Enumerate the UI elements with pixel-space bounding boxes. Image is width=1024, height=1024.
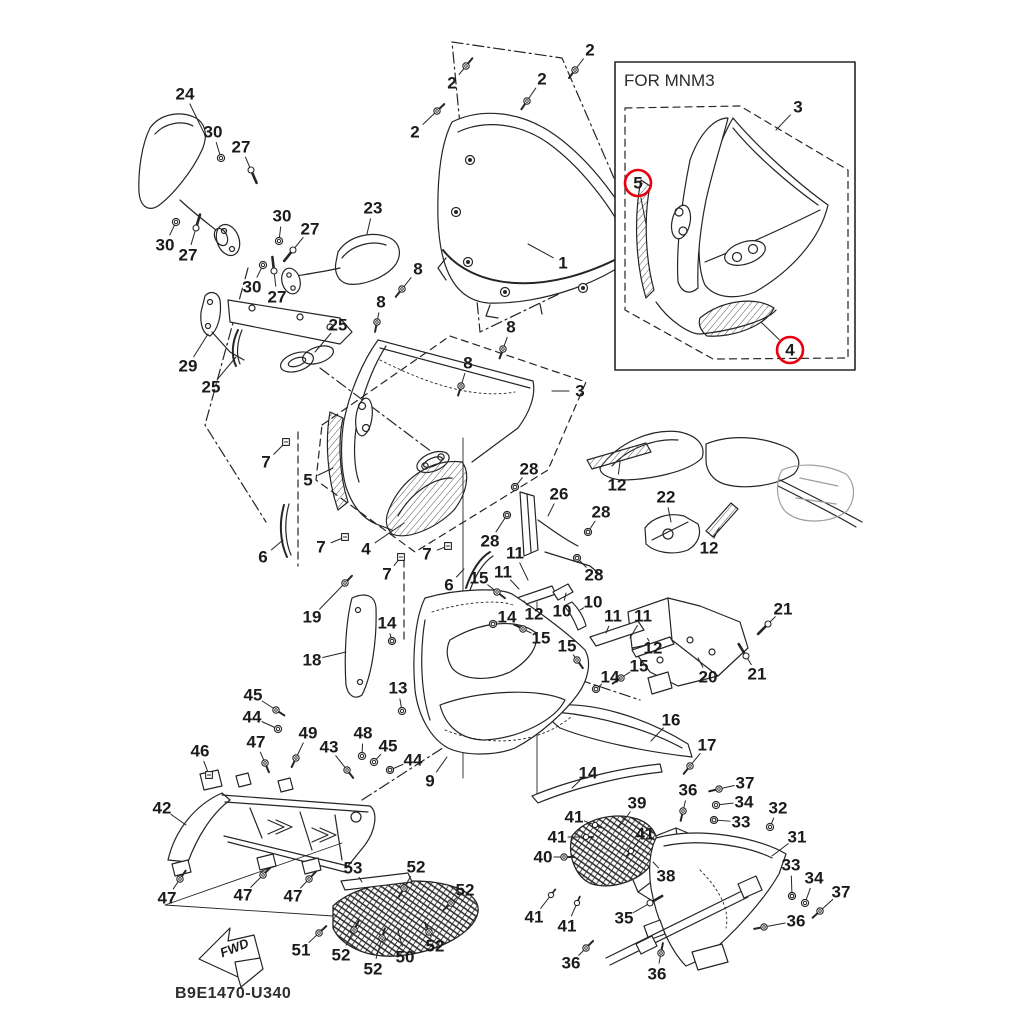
part-callout-number: 46 <box>190 741 210 761</box>
part-callout-number: 14 <box>600 667 620 687</box>
part-callout-number: 29 <box>178 356 198 376</box>
callout-30-10 <box>273 207 292 245</box>
callout-48-66 <box>354 724 373 760</box>
part-callout-number: 3 <box>575 381 585 401</box>
callout-47-76 <box>284 872 316 906</box>
leader-line <box>171 814 186 825</box>
part-callout-number: 31 <box>787 827 807 847</box>
part-callout-number: 21 <box>747 664 767 684</box>
callout-5-24 <box>303 468 333 490</box>
screw-fastener-glyph <box>813 908 824 918</box>
part-callout-number: 21 <box>773 599 793 619</box>
part-callout-number: 37 <box>831 882 851 902</box>
part-callout-number: 11 <box>506 543 524 563</box>
collar-fastener-glyph <box>573 554 580 561</box>
callout-41-93 <box>558 897 580 936</box>
part-callout-number: 28 <box>584 565 604 585</box>
callout-25-18 <box>202 357 236 397</box>
callout-2-6 <box>410 104 444 141</box>
part-number-code: B9E1470-U340 <box>175 985 292 1002</box>
nut-fastener-glyph <box>398 707 405 714</box>
callout-3-22 <box>552 382 585 401</box>
part-callout-number: 45 <box>243 685 263 705</box>
part-callout-number: 41 <box>564 807 584 827</box>
callout-51-81 <box>292 926 327 959</box>
part-callout-number: 5 <box>303 470 313 490</box>
screw-fastener-glyph <box>583 941 593 951</box>
part-callout-number: 47 <box>157 888 177 908</box>
collar-fastener-glyph <box>710 816 717 823</box>
part-callout-number: 7 <box>316 537 326 557</box>
screw-fastener-glyph <box>262 760 269 772</box>
callout-7-28 <box>382 554 404 584</box>
part-callout-number: 12 <box>643 638 663 658</box>
part-callout-number: 15 <box>469 568 489 588</box>
callout-12-40 <box>524 601 543 624</box>
screw-fastener-glyph <box>680 808 686 821</box>
nut-fastener-glyph <box>274 725 281 732</box>
bolt-fastener-glyph <box>758 621 771 634</box>
part-callout-number: 7 <box>422 544 432 564</box>
part-callout-number: 23 <box>363 198 383 218</box>
part-callout-number: 50 <box>395 947 415 967</box>
screw-fastener-glyph <box>344 767 353 778</box>
callout-33-99 <box>710 813 750 832</box>
pin-fastener-glyph <box>548 889 555 897</box>
part-callout-number: 3 <box>793 97 803 117</box>
part-callout-number: 33 <box>781 855 801 875</box>
part-callout-number: 14 <box>497 607 517 627</box>
callout-30-12 <box>243 261 267 296</box>
nut-fastener-glyph <box>217 154 224 161</box>
part-callout-number: 25 <box>201 377 221 397</box>
callout-33-102 <box>782 856 801 900</box>
screw-fastener-glyph <box>684 763 693 774</box>
leader-line <box>218 357 236 379</box>
callout-13-59 <box>389 679 408 715</box>
part-callout-number: 43 <box>319 737 339 757</box>
screw-fastener-glyph <box>569 67 578 78</box>
part-callout-number: 8 <box>376 292 386 312</box>
part-callout-number: 27 <box>178 245 198 265</box>
part-callout-number: 41 <box>524 907 544 927</box>
part-callout-number: 14 <box>578 763 598 783</box>
screw-fastener-glyph <box>342 576 352 586</box>
part-callout-number: 2 <box>410 122 420 142</box>
nut-fastener-glyph <box>172 218 179 225</box>
screw-fastener-glyph <box>709 786 722 792</box>
part-callout-number: 12 <box>607 475 627 495</box>
callout-11-37 <box>494 563 519 590</box>
callout-23-7 <box>364 199 383 235</box>
collar-fastener-glyph <box>388 637 395 644</box>
part-callout-number: 13 <box>388 678 408 698</box>
part-callout-number: 52 <box>331 945 351 965</box>
leader-line <box>520 563 528 580</box>
callout-36-105 <box>754 912 805 931</box>
callout-31-101 <box>772 828 806 857</box>
screw-fastener-glyph <box>521 98 530 109</box>
callout-47-73 <box>247 733 269 773</box>
collar-fastener-glyph <box>788 892 795 899</box>
part-callout-number: 44 <box>403 750 423 770</box>
part-callout-number: 26 <box>549 484 569 504</box>
callout-18-57 <box>303 651 346 670</box>
part-callout-number: 12 <box>699 538 719 558</box>
screw-fastener-glyph <box>292 755 300 767</box>
collar-fastener-glyph <box>592 685 599 692</box>
part-callout-number: 45 <box>378 736 398 756</box>
bolt-fastener-glyph <box>271 257 277 274</box>
callout-2-4 <box>521 70 546 110</box>
screw-fastener-glyph <box>374 319 380 332</box>
callout-28-31 <box>511 460 538 491</box>
collar-fastener-glyph <box>386 766 393 773</box>
callout-14-58 <box>378 614 397 645</box>
callout-2-3 <box>447 58 472 92</box>
duct-22-12-drawing <box>587 431 862 553</box>
part-callout-number: 49 <box>298 723 318 743</box>
callout-28-35 <box>573 554 603 584</box>
screw-fastener-glyph <box>458 383 464 396</box>
part-callout-number: 22 <box>656 487 676 507</box>
part-callout-number: 36 <box>647 964 667 984</box>
callout-40-88 <box>534 848 574 867</box>
part-callout-number: 10 <box>552 601 572 621</box>
nut-fastener-glyph <box>259 261 266 268</box>
nut-fastener-glyph <box>712 801 719 808</box>
callout-38-90 <box>653 862 675 886</box>
part-callout-number: 33 <box>731 812 751 832</box>
callout-42-70 <box>153 799 186 826</box>
callout-34-98 <box>712 793 754 812</box>
callout-43-65 <box>320 738 354 778</box>
part-callout-number: 11 <box>604 606 622 626</box>
part-callout-number: 4 <box>785 340 795 360</box>
collar-fastener-glyph <box>503 511 510 518</box>
collar-fastener-glyph <box>584 528 591 535</box>
part-callout-number: 30 <box>242 277 262 297</box>
callout-41-92 <box>525 889 556 926</box>
part-callout-number: 2 <box>447 73 457 93</box>
callout-8-20 <box>500 318 516 359</box>
fwd-arrow <box>199 928 263 987</box>
callout-9-60 <box>425 757 447 791</box>
part-callout-number: 16 <box>661 710 681 730</box>
part-callout-number: 34 <box>804 868 824 888</box>
callout-49-64 <box>292 724 318 768</box>
pin-fastener-glyph <box>574 897 579 906</box>
windshield-part-1-drawing <box>438 113 643 318</box>
callout-8-15 <box>396 260 423 297</box>
part-callout-number: 37 <box>735 773 755 793</box>
part-callout-number: 18 <box>302 650 322 670</box>
part-callout-number: 20 <box>698 667 718 687</box>
inset-box-for-mnm3 <box>615 62 855 370</box>
mirror-23-drawing <box>279 234 399 295</box>
part-callout-number: 47 <box>283 886 303 906</box>
part-callout-number: 28 <box>480 531 500 551</box>
callout-2-5 <box>569 41 595 79</box>
callout-27-9 <box>179 215 200 265</box>
blade-18-drawing <box>345 595 376 697</box>
screw-fastener-glyph <box>463 58 473 69</box>
part-callout-number: 41 <box>547 827 567 847</box>
callout-8-16 <box>374 293 386 332</box>
part-callout-number: 38 <box>656 866 676 886</box>
callout-21-54 <box>739 644 767 683</box>
clip-fastener-glyph <box>445 543 452 550</box>
part-callout-number: 8 <box>463 353 473 373</box>
part-callout-number: 7 <box>382 564 392 584</box>
callout-37-97 <box>709 774 754 793</box>
part-callout-number: 40 <box>533 847 553 867</box>
callout-19-56 <box>303 576 352 627</box>
part-callout-number: 32 <box>768 798 788 818</box>
part-callout-number: 48 <box>353 723 373 743</box>
part-callout-number: 24 <box>175 84 195 104</box>
callout-7-23 <box>261 439 289 472</box>
screw-fastener-glyph <box>273 707 285 716</box>
callout-21-53 <box>758 600 792 634</box>
part-callout-number: 6 <box>444 575 454 595</box>
callout-34-103 <box>801 869 824 907</box>
bolt-fastener-glyph <box>284 247 296 261</box>
part-callout-number: 47 <box>233 885 253 905</box>
part-callout-number: 25 <box>328 315 348 335</box>
part-callout-number: 30 <box>155 235 175 255</box>
part-callout-number: 5 <box>633 173 643 193</box>
part-callout-number: 53 <box>343 858 363 878</box>
collar-fastener-glyph <box>489 620 496 627</box>
leader-line <box>436 757 447 772</box>
callout-41-86 <box>565 808 602 828</box>
part-callout-number: 41 <box>635 824 655 844</box>
screw-fastener-glyph <box>500 346 507 359</box>
part-callout-number: 28 <box>591 502 611 522</box>
part-callout-number: 42 <box>152 798 172 818</box>
part-callout-number: 6 <box>258 547 268 567</box>
callout-37-104 <box>813 883 851 918</box>
callout-29-17 <box>179 334 208 376</box>
callout-32-100 <box>766 799 787 831</box>
part-callout-number: 2 <box>537 69 547 89</box>
screw-fastener-glyph <box>396 286 405 297</box>
part-callout-number: 15 <box>557 636 577 656</box>
leader-line <box>367 219 371 234</box>
callout-28-33 <box>584 503 610 536</box>
part-callout-number: 36 <box>786 911 806 931</box>
nut-fastener-glyph <box>275 237 282 244</box>
part-callout-number: 12 <box>524 604 544 624</box>
part-callout-number: 27 <box>231 137 251 157</box>
bolt-fastener-glyph <box>193 215 200 231</box>
callout-46-69 <box>191 742 213 779</box>
callout-53-77 <box>344 859 363 883</box>
callout-27-11 <box>284 220 319 261</box>
callout-47-75 <box>234 868 271 905</box>
part-callout-number: 52 <box>363 959 383 979</box>
screw-fastener-glyph <box>658 943 664 956</box>
callout-12-47 <box>644 638 663 657</box>
part-callout-number: 14 <box>377 613 397 633</box>
part-callout-number: 8 <box>413 259 423 279</box>
nut-fastener-glyph <box>370 758 377 765</box>
screw-fastener-glyph <box>316 926 326 936</box>
part-callout-number: 51 <box>291 940 311 960</box>
clip-fastener-glyph <box>398 554 405 561</box>
part-callout-number: 39 <box>627 793 647 813</box>
part-callout-number: 30 <box>203 122 223 142</box>
part-callout-number: 52 <box>406 857 426 877</box>
callout-8-21 <box>458 354 473 396</box>
leader-line <box>323 652 346 657</box>
part-callout-number: 27 <box>267 287 287 307</box>
callout-27-2 <box>232 138 257 183</box>
part-callout-number: 15 <box>629 656 649 676</box>
part-callout-number: 47 <box>246 732 266 752</box>
part-callout-number: 8 <box>506 317 516 337</box>
clip-fastener-glyph <box>206 772 213 779</box>
nut-fastener-glyph <box>358 752 365 759</box>
part-callout-number: 35 <box>614 908 634 928</box>
leader-line <box>271 540 283 550</box>
part-callout-number: 11 <box>634 606 652 626</box>
part-callout-number: 17 <box>697 735 717 755</box>
nut-fastener-glyph <box>801 899 808 906</box>
fwd-label: FWD <box>217 935 251 961</box>
callout-45-67 <box>370 737 397 766</box>
part-callout-number: 36 <box>678 780 698 800</box>
part-callout-number: 34 <box>734 792 754 812</box>
clip-fastener-glyph <box>283 439 290 446</box>
part-callout-number: 30 <box>272 206 292 226</box>
screw-fastener-glyph <box>754 924 767 930</box>
callout-26-32 <box>548 485 568 517</box>
callout-6-25 <box>258 540 283 567</box>
bolt-fastener-glyph <box>248 167 257 183</box>
leader-line <box>194 334 208 357</box>
leader-line <box>548 504 554 516</box>
part-callout-number: 4 <box>361 539 371 559</box>
clip-fastener-glyph <box>342 534 349 541</box>
screw-fastener-glyph <box>434 104 444 114</box>
part-callout-number: 44 <box>242 707 262 727</box>
part-callout-number: 41 <box>557 916 577 936</box>
callout-47-74 <box>158 871 186 908</box>
part-callout-number: 28 <box>519 459 539 479</box>
callout-7-29 <box>422 543 451 564</box>
part-callout-number: 2 <box>585 40 595 60</box>
callout-36-94 <box>562 941 594 973</box>
inset-title: FOR MNM3 <box>624 71 715 90</box>
leader-line <box>320 583 345 609</box>
part-callout-number: 15 <box>531 628 551 648</box>
part-callout-number: 7 <box>261 452 271 472</box>
callout-7-26 <box>316 534 348 557</box>
callout-30-8 <box>156 218 180 254</box>
callout-10-42 <box>580 593 602 612</box>
part-callout-number: 27 <box>300 219 320 239</box>
part-callout-number: 9 <box>425 771 435 791</box>
part-callout-number: 10 <box>583 592 603 612</box>
part-callout-number: 36 <box>561 953 581 973</box>
collar-fastener-glyph <box>511 483 518 490</box>
nut-fastener-glyph <box>766 823 773 830</box>
callout-36-96 <box>679 781 698 821</box>
callout-30-1 <box>204 123 225 162</box>
part-callout-number: 1 <box>558 253 568 273</box>
part-callout-number: 52 <box>425 936 445 956</box>
part-callout-number: 52 <box>455 880 475 900</box>
part-callout-number: 19 <box>302 607 322 627</box>
part-callout-number: 11 <box>494 562 512 582</box>
front-panel-3-drawing <box>316 336 586 552</box>
